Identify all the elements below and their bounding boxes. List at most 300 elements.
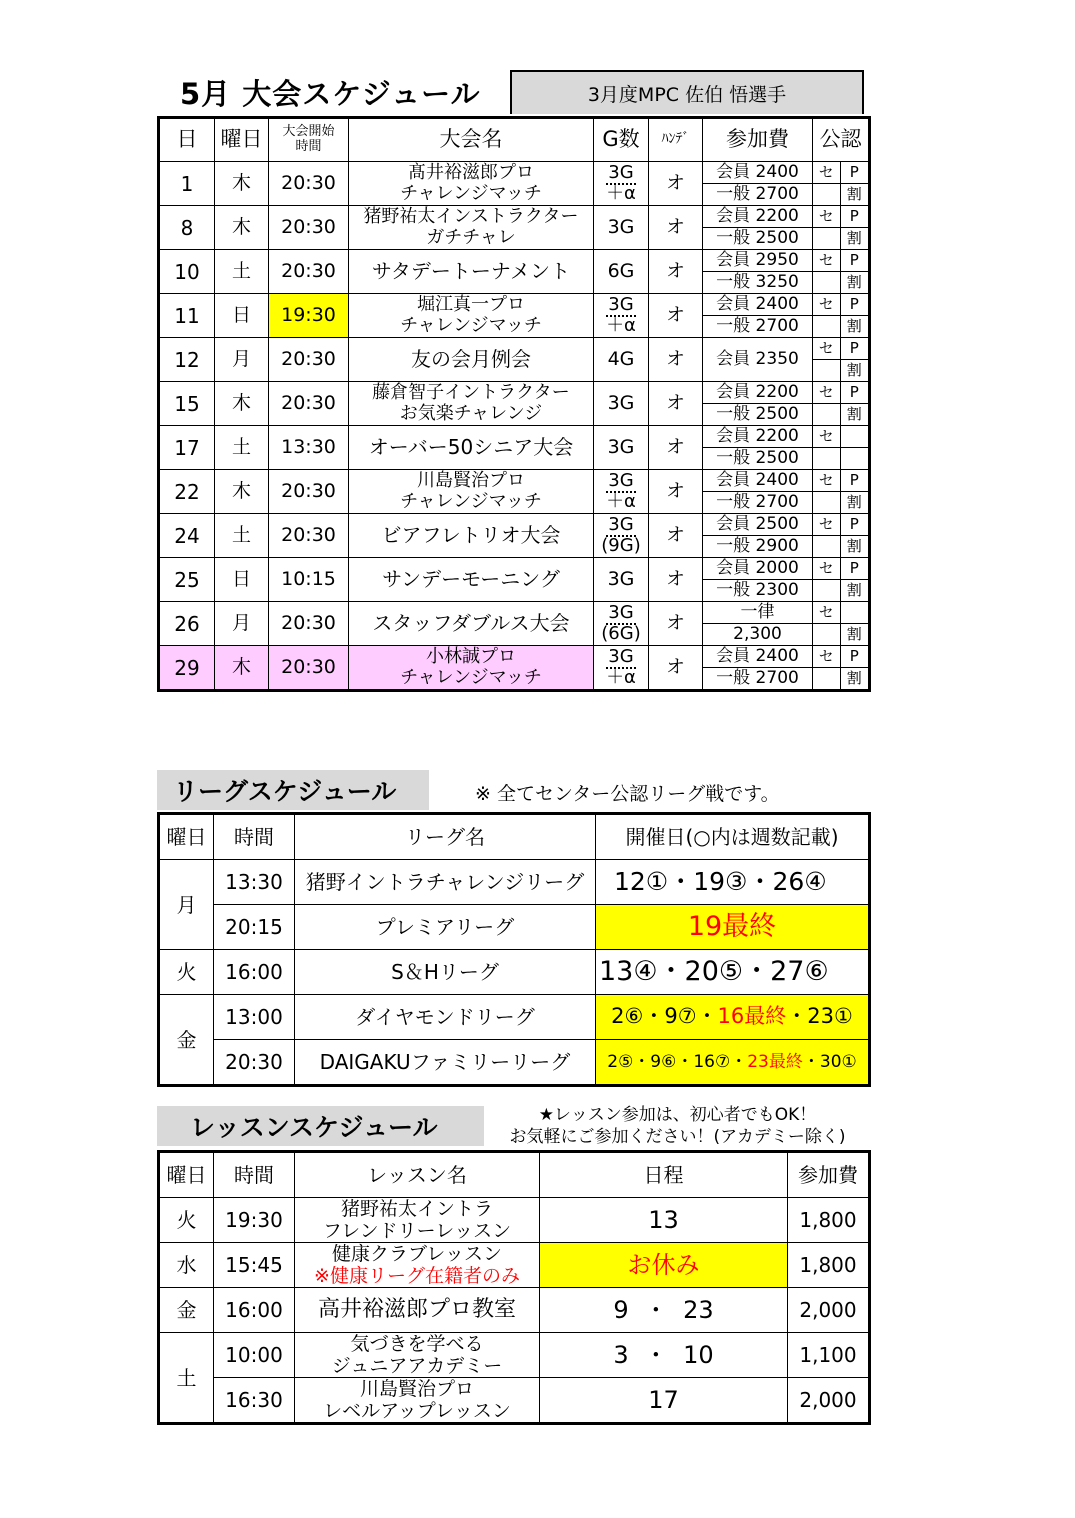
event-cert xyxy=(813,558,870,602)
cert-center: セ xyxy=(813,162,841,184)
cert-center: セ xyxy=(813,206,841,228)
games-extra: (9G) xyxy=(601,534,641,556)
cert-discount: 割 xyxy=(846,273,862,291)
event-handicap: オ xyxy=(649,646,703,691)
event-cert xyxy=(813,426,870,470)
league-dates-final: 16最終 xyxy=(717,1004,787,1029)
fee-general: 一般 2700 xyxy=(716,184,799,204)
league-name: S＆Hリーグ xyxy=(295,950,596,995)
cert-discount: 割 xyxy=(846,229,862,247)
event-name xyxy=(349,162,594,206)
lesson-name-line2: ※健康リーグ在籍者のみ xyxy=(314,1265,520,1287)
lesson-name xyxy=(295,1198,540,1243)
cert-center: セ xyxy=(813,558,841,580)
event-name-line2: チャレンジマッチ xyxy=(400,182,542,204)
cert-center: セ xyxy=(813,470,841,492)
event-fee xyxy=(703,338,813,382)
games-count: 3G xyxy=(607,568,635,591)
event-time: 10:15 xyxy=(269,558,349,602)
cert-pro: P xyxy=(841,558,869,580)
games-count: 3G xyxy=(607,436,635,459)
fee-general: 一般 2500 xyxy=(716,228,799,248)
cert-blank xyxy=(813,404,841,425)
cert-discount: 割 xyxy=(846,669,862,687)
event-weekday: 木 xyxy=(215,470,269,514)
event-games xyxy=(594,294,649,338)
cert-pro: P xyxy=(841,470,869,492)
event-name xyxy=(349,646,594,691)
event-day: 17 xyxy=(159,426,215,470)
event-time: 20:30 xyxy=(269,602,349,646)
event-cert xyxy=(813,470,870,514)
lesson-header-name: レッスン名 xyxy=(295,1152,540,1198)
lesson-name-line2: レベルアップレッスン xyxy=(323,1400,511,1422)
event-name-line2: ガチチャレ xyxy=(426,226,516,248)
event-time: 20:30 xyxy=(269,514,349,558)
event-name xyxy=(349,294,594,338)
event-weekday: 日 xyxy=(215,294,269,338)
event-cert xyxy=(813,646,870,691)
mpc-player-label: 3月度MPC 佐伯 悟選手 xyxy=(510,70,864,114)
cert-discount xyxy=(841,448,869,469)
lesson-header-schedule: 日程 xyxy=(540,1152,788,1198)
cert-pro: P xyxy=(841,338,869,360)
league-header-dates: 開催日(○内は週数記載) xyxy=(596,814,870,860)
fee-general: 一般 2300 xyxy=(716,580,799,600)
lesson-name xyxy=(295,1243,540,1288)
event-games xyxy=(594,558,649,602)
tournament-row xyxy=(159,250,870,294)
league-dates-part: 2⑤・9⑥・16⑦・ xyxy=(607,1051,748,1072)
lesson-time: 16:30 xyxy=(214,1378,295,1424)
league-dates xyxy=(596,1040,870,1086)
league-table xyxy=(157,812,871,1087)
event-name-line2: チャレンジマッチ xyxy=(400,666,542,688)
event-cert xyxy=(813,294,870,338)
event-weekday: 月 xyxy=(215,602,269,646)
league-title: リーグスケジュール xyxy=(157,770,429,810)
lesson-time: 10:00 xyxy=(214,1333,295,1378)
league-row xyxy=(159,905,870,950)
lesson-name-line2: ジュニアアカデミー xyxy=(331,1355,503,1377)
cert-blank xyxy=(813,316,841,337)
lesson-weekday: 土 xyxy=(159,1333,214,1424)
cert-center: セ xyxy=(813,382,841,404)
fee-member: 会員 2400 xyxy=(703,162,812,184)
league-row xyxy=(159,995,870,1040)
event-fee xyxy=(703,426,813,470)
games-count: 3G xyxy=(608,293,634,315)
event-weekday: 木 xyxy=(215,162,269,206)
event-time: 20:30 xyxy=(269,338,349,382)
tournament-row xyxy=(159,294,870,338)
fee-general: 一般 2500 xyxy=(716,404,799,424)
league-header-weekday: 曜日 xyxy=(159,814,214,860)
fee-general: 一般 2500 xyxy=(716,448,799,468)
event-name-line1: 川島賢治プロ xyxy=(417,469,525,491)
header-name: 大会名 xyxy=(349,118,594,162)
cert-discount: 割 xyxy=(846,581,862,599)
league-dates: 12①・19③・26④ xyxy=(596,860,870,905)
event-handicap: オ xyxy=(649,602,703,646)
cert-blank xyxy=(813,184,841,205)
cert-pro: P xyxy=(841,250,869,272)
league-dates: 13④・20⑤・27⑥ xyxy=(596,950,870,995)
event-games xyxy=(594,646,649,691)
lesson-weekday: 水 xyxy=(159,1243,214,1288)
lesson-name: 高井裕滋郎プロ教室 xyxy=(295,1288,540,1333)
games-extra: ＋α xyxy=(606,490,636,512)
header-cert: 公認 xyxy=(813,118,870,162)
fee-general: 一般 3250 xyxy=(716,272,799,292)
event-time: 20:30 xyxy=(269,470,349,514)
lesson-schedule: 13 xyxy=(540,1198,788,1243)
event-cert xyxy=(813,206,870,250)
event-time: 20:30 xyxy=(269,382,349,426)
games-count: 4G xyxy=(607,348,635,371)
event-weekday: 土 xyxy=(215,250,269,294)
event-cert xyxy=(813,514,870,558)
event-cert xyxy=(813,338,870,382)
event-name xyxy=(349,338,594,382)
event-handicap: オ xyxy=(649,250,703,294)
event-name-line1: サタデートーナメント xyxy=(371,259,571,283)
games-count: 3G xyxy=(607,392,635,415)
games-count: 3G xyxy=(608,469,634,491)
event-handicap: オ xyxy=(649,338,703,382)
fee-general: 2,300 xyxy=(733,624,782,644)
event-day: 12 xyxy=(159,338,215,382)
lesson-header-time: 時間 xyxy=(214,1152,295,1198)
event-fee xyxy=(703,294,813,338)
league-header-time: 時間 xyxy=(214,814,295,860)
cert-center: セ xyxy=(813,646,841,668)
league-time: 13:00 xyxy=(214,995,295,1040)
lesson-row xyxy=(159,1378,870,1424)
event-name-line1: ビアフレトリオ大会 xyxy=(381,523,561,547)
cert-center: セ xyxy=(813,294,841,316)
event-name-line1: 小林誠プロ xyxy=(426,645,516,667)
lesson-schedule: 3 ・ 10 xyxy=(540,1333,788,1378)
lesson-note xyxy=(490,1104,865,1148)
event-weekday: 日 xyxy=(215,558,269,602)
event-handicap: オ xyxy=(649,162,703,206)
header-day: 日 xyxy=(159,118,215,162)
cert-center: セ xyxy=(813,338,841,360)
fee-general: 一般 2900 xyxy=(716,536,799,556)
fee-member: 会員 2200 xyxy=(703,426,812,448)
lesson-name-line2: フレンドリーレッスン xyxy=(322,1220,512,1242)
event-games xyxy=(594,514,649,558)
games-count: 3G xyxy=(608,645,634,667)
event-name-line1: 猪野祐太インストラクター xyxy=(363,205,579,227)
fee-general: 一般 2700 xyxy=(716,668,799,688)
lesson-note-line1: ★レッスン参加は、初心者でもOK！ xyxy=(538,1105,817,1125)
cert-pro: P xyxy=(841,294,869,316)
event-day: 24 xyxy=(159,514,215,558)
games-count: 3G xyxy=(608,161,634,183)
lesson-schedule: 9 ・ 23 xyxy=(540,1288,788,1333)
lesson-name xyxy=(295,1378,540,1424)
event-day: 22 xyxy=(159,470,215,514)
event-name-line1: 藤倉智子イントラクター xyxy=(372,381,570,403)
event-day: 1 xyxy=(159,162,215,206)
lesson-fee: 1,800 xyxy=(788,1198,870,1243)
games-extra: ＋α xyxy=(606,314,636,336)
cert-pro: P xyxy=(841,162,869,184)
games-extra: ＋α xyxy=(606,182,636,204)
event-weekday: 木 xyxy=(215,646,269,691)
lesson-row xyxy=(159,1198,870,1243)
tournament-row xyxy=(159,646,870,691)
lesson-time: 15:45 xyxy=(214,1243,295,1288)
league-name: DAIGAKUファミリーリーグ xyxy=(295,1040,596,1086)
cert-discount: 割 xyxy=(846,537,862,555)
tournament-row xyxy=(159,382,870,426)
league-name: プレミアリーグ xyxy=(295,905,596,950)
lesson-schedule: お休み xyxy=(540,1243,788,1288)
cert-pro: P xyxy=(841,646,869,668)
cert-discount: 割 xyxy=(846,185,862,203)
event-handicap: オ xyxy=(649,514,703,558)
cert-blank xyxy=(813,536,841,557)
cert-blank xyxy=(813,272,841,293)
event-name xyxy=(349,250,594,294)
header-fee: 参加費 xyxy=(703,118,813,162)
event-day: 8 xyxy=(159,206,215,250)
lesson-name-line1: 気づきを学べる xyxy=(350,1333,484,1355)
league-note: ※ 全てセンター公認リーグ戦です。 xyxy=(475,783,780,805)
lesson-row xyxy=(159,1333,870,1378)
cert-center: セ xyxy=(813,514,841,536)
event-games xyxy=(594,382,649,426)
event-day: 25 xyxy=(159,558,215,602)
league-time: 16:00 xyxy=(214,950,295,995)
fee-general: 一般 2700 xyxy=(716,316,799,336)
event-name-line2: チャレンジマッチ xyxy=(400,490,542,512)
fee-member: 会員 2950 xyxy=(703,250,812,272)
event-name xyxy=(349,470,594,514)
tournament-row xyxy=(159,338,870,382)
lesson-header-row xyxy=(159,1152,870,1198)
event-fee xyxy=(703,514,813,558)
league-name: 猪野イントラチャレンジリーグ xyxy=(295,860,596,905)
event-weekday: 木 xyxy=(215,206,269,250)
lesson-name-line1: 猪野祐太イントラ xyxy=(340,1198,493,1220)
event-day: 10 xyxy=(159,250,215,294)
event-handicap: オ xyxy=(649,382,703,426)
event-handicap: オ xyxy=(649,470,703,514)
tournament-header-row xyxy=(159,118,870,162)
league-weekday: 月 xyxy=(159,860,214,950)
lesson-fee: 1,100 xyxy=(788,1333,870,1378)
event-day: 15 xyxy=(159,382,215,426)
lesson-weekday: 火 xyxy=(159,1198,214,1243)
cert-discount: 割 xyxy=(846,625,862,643)
event-fee xyxy=(703,250,813,294)
header-start-b: 時間 xyxy=(295,139,322,154)
games-count: 3G xyxy=(607,216,635,239)
league-header-name: リーグ名 xyxy=(295,814,596,860)
lesson-fee: 2,000 xyxy=(788,1288,870,1333)
event-name xyxy=(349,558,594,602)
event-handicap: オ xyxy=(649,558,703,602)
lesson-name xyxy=(295,1333,540,1378)
event-time: 20:30 xyxy=(269,162,349,206)
event-time: 20:30 xyxy=(269,646,349,691)
league-dates-part: 2⑥・9⑦・ xyxy=(611,1004,718,1029)
event-fee xyxy=(703,470,813,514)
league-weekday: 火 xyxy=(159,950,214,995)
tournament-row xyxy=(159,426,870,470)
cert-center: セ xyxy=(813,602,841,624)
event-handicap: オ xyxy=(649,426,703,470)
league-row xyxy=(159,1040,870,1086)
event-weekday: 木 xyxy=(215,382,269,426)
event-games xyxy=(594,426,649,470)
event-games xyxy=(594,162,649,206)
lesson-fee: 2,000 xyxy=(788,1378,870,1424)
fee-member: 会員 2200 xyxy=(703,382,812,404)
cert-pro: P xyxy=(841,206,869,228)
fee-general: 一般 2700 xyxy=(716,492,799,512)
lesson-note-line2: お気軽にご参加ください！(アカデミー除く) xyxy=(509,1127,846,1147)
event-name-line2: チャレンジマッチ xyxy=(400,314,542,336)
event-weekday: 月 xyxy=(215,338,269,382)
games-count: 3G xyxy=(608,601,634,623)
lesson-header-weekday: 曜日 xyxy=(159,1152,214,1198)
cert-discount: 割 xyxy=(846,493,862,511)
event-games xyxy=(594,602,649,646)
event-time: 13:30 xyxy=(269,426,349,470)
games-extra: (6G) xyxy=(601,622,641,644)
tournament-row xyxy=(159,162,870,206)
tournament-row xyxy=(159,558,870,602)
lesson-row xyxy=(159,1288,870,1333)
cert-blank xyxy=(813,228,841,249)
league-time: 13:30 xyxy=(214,860,295,905)
header-start-a: 大会開始 xyxy=(282,124,335,140)
lesson-title: レッスンスケジュール xyxy=(157,1106,484,1146)
header-start-time xyxy=(269,118,349,162)
cert-blank xyxy=(813,580,841,601)
event-name xyxy=(349,206,594,250)
event-name-line1: サンデーモーニング xyxy=(382,567,560,591)
event-games xyxy=(594,338,649,382)
event-cert xyxy=(813,602,870,646)
event-day: 29 xyxy=(159,646,215,691)
tournament-row xyxy=(159,206,870,250)
event-cert xyxy=(813,382,870,426)
header-games: G数 xyxy=(594,118,649,162)
league-dates-final: 23最終 xyxy=(747,1051,803,1072)
fee-member: 会員 2500 xyxy=(703,514,812,536)
cert-discount: 割 xyxy=(846,317,862,335)
fee-member: 会員 2400 xyxy=(703,470,812,492)
tournament-title: 5月 大会スケジュール xyxy=(180,77,481,111)
event-fee xyxy=(703,206,813,250)
league-weekday: 金 xyxy=(159,995,214,1086)
league-dates-part: ・30① xyxy=(802,1051,857,1072)
event-name xyxy=(349,426,594,470)
event-fee xyxy=(703,602,813,646)
event-name-line2: お気楽チャレンジ xyxy=(399,402,543,424)
cert-pro xyxy=(841,426,869,448)
fee-member: 会員 2200 xyxy=(703,206,812,228)
event-name xyxy=(349,514,594,558)
lesson-time: 19:30 xyxy=(214,1198,295,1243)
event-name-line1: オーバー50シニア大会 xyxy=(368,435,574,459)
event-name-line1: 友の会月例会 xyxy=(411,347,531,371)
league-row xyxy=(159,860,870,905)
cert-pro: P xyxy=(841,514,869,536)
event-name xyxy=(349,382,594,426)
lesson-name-line1: 健康クラブレッスン xyxy=(331,1243,503,1265)
lesson-table xyxy=(157,1150,871,1425)
event-cert xyxy=(813,162,870,206)
league-name: ダイヤモンドリーグ xyxy=(295,995,596,1040)
event-fee xyxy=(703,382,813,426)
fee-member: 会員 2350 xyxy=(716,349,799,369)
header-handicap: ﾊﾝﾃﾞ xyxy=(649,118,703,162)
event-fee xyxy=(703,162,813,206)
event-handicap: オ xyxy=(649,206,703,250)
event-day: 11 xyxy=(159,294,215,338)
cert-blank xyxy=(813,360,841,381)
event-weekday: 土 xyxy=(215,514,269,558)
event-name-line1: 堀江真一プロ xyxy=(417,293,525,315)
event-games xyxy=(594,470,649,514)
cert-discount: 割 xyxy=(846,361,862,379)
lesson-row xyxy=(159,1243,870,1288)
event-day: 26 xyxy=(159,602,215,646)
cert-discount: 割 xyxy=(846,405,862,423)
event-handicap: オ xyxy=(649,294,703,338)
lesson-name-line1: 川島賢治プロ xyxy=(359,1378,474,1400)
event-weekday: 土 xyxy=(215,426,269,470)
event-time: 20:30 xyxy=(269,250,349,294)
fee-member: 会員 2400 xyxy=(703,294,812,316)
event-name-line1: 髙井裕滋郎プロ xyxy=(408,161,534,183)
event-cert xyxy=(813,250,870,294)
event-fee xyxy=(703,646,813,691)
lesson-weekday: 金 xyxy=(159,1288,214,1333)
header-weekday: 曜日 xyxy=(215,118,269,162)
cert-center: セ xyxy=(813,426,841,448)
event-name-line1: スタッフダブルス大会 xyxy=(372,611,570,635)
cert-blank xyxy=(813,624,841,645)
event-games xyxy=(594,206,649,250)
fee-member: 会員 2400 xyxy=(703,646,812,668)
cert-pro: P xyxy=(841,382,869,404)
league-time: 20:15 xyxy=(214,905,295,950)
cert-pro xyxy=(841,602,869,624)
cert-blank xyxy=(813,492,841,513)
tournament-row xyxy=(159,514,870,558)
event-games xyxy=(594,250,649,294)
lesson-schedule: 17 xyxy=(540,1378,788,1424)
cert-center: セ xyxy=(813,250,841,272)
event-fee xyxy=(703,558,813,602)
fee-member: 会員 2000 xyxy=(703,558,812,580)
lesson-fee: 1,800 xyxy=(788,1243,870,1288)
fee-member: 一律 xyxy=(703,602,812,624)
league-dates xyxy=(596,995,870,1040)
games-count: 3G xyxy=(608,513,634,535)
games-extra: ＋α xyxy=(606,666,636,688)
league-time: 20:30 xyxy=(214,1040,295,1086)
games-count: 6G xyxy=(607,260,635,283)
